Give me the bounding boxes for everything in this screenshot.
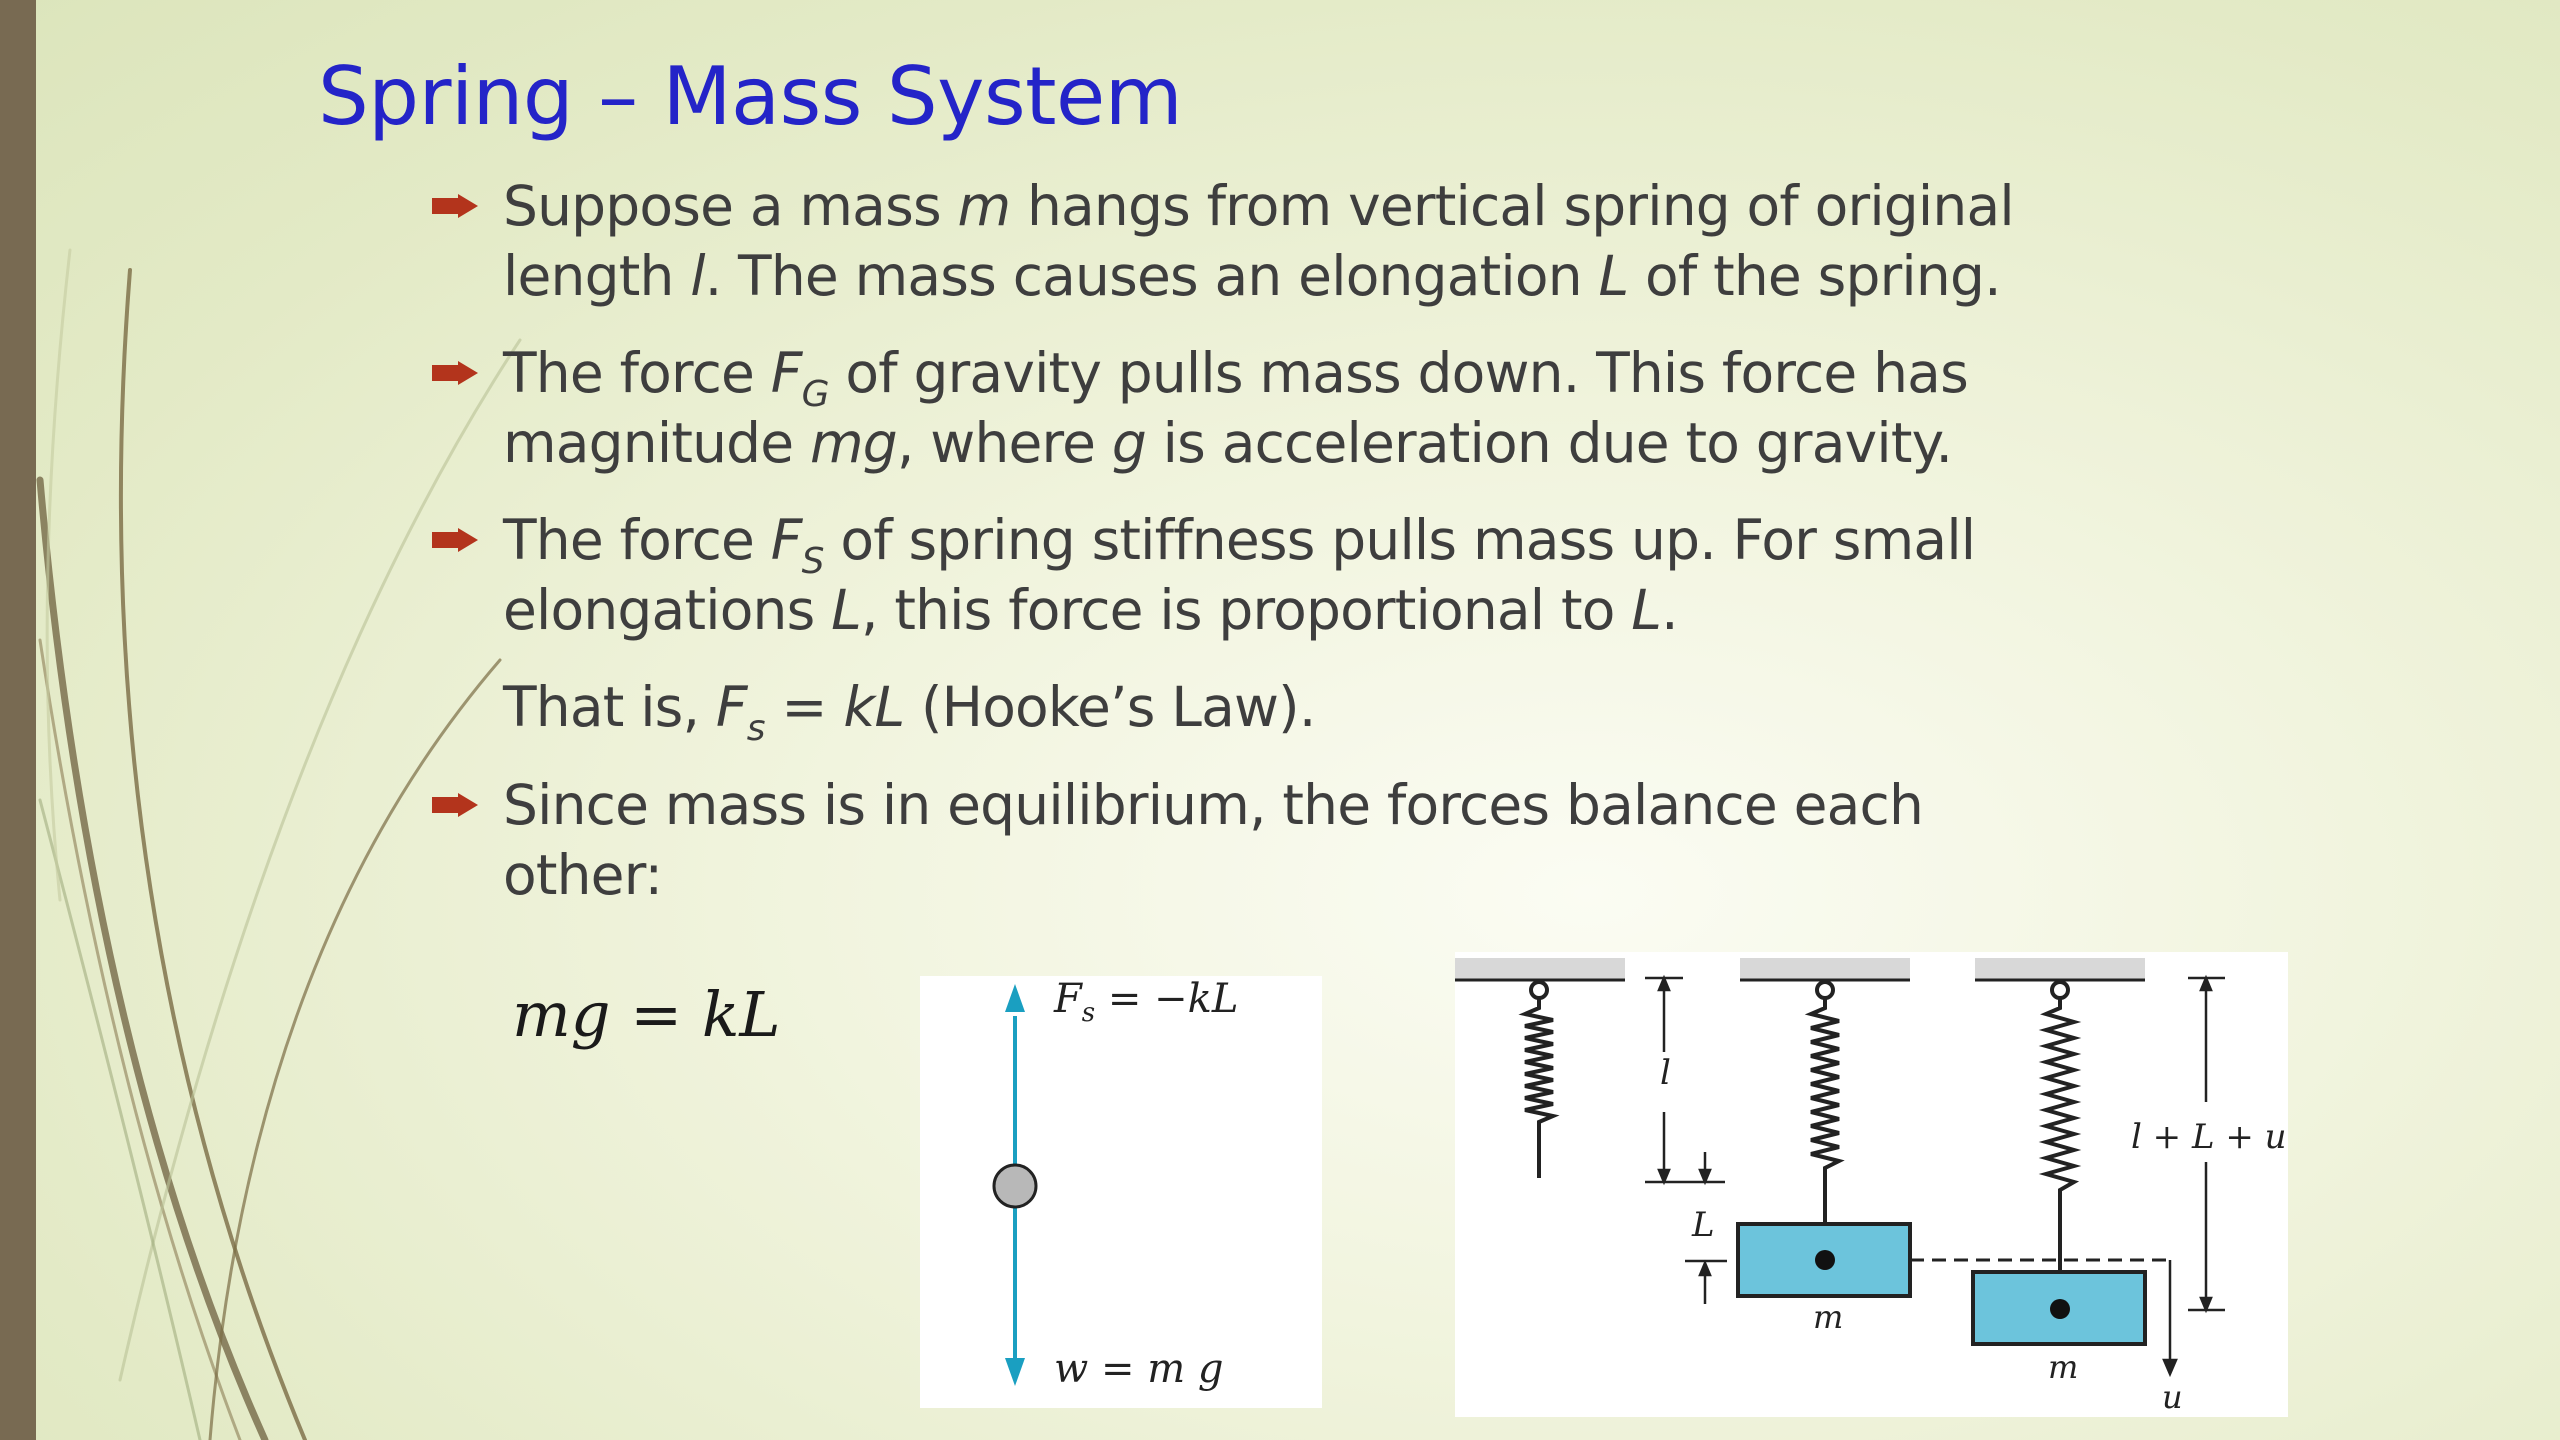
bullet-3-line-2: elongations L, this force is proportional to L. [503,578,1678,642]
bullet-1-line-2: length l. The mass causes an elongation L of the spring. [503,244,2001,308]
spring-force-label: $F_s = -kL$ [1054,976,1239,1028]
label-l: l [1660,1053,1671,1093]
spring-equilibrium [1811,982,1839,1257]
bullet-2-line-1: The force $F_G$ of gravity pulls mass down. This force has [503,341,1968,415]
upward-force-vector [1005,984,1025,1176]
bullet-arrow-icon [432,528,478,552]
bullet-3-line-1: The force $F_S$ of spring stiffness pulls mass up. For small [503,508,1976,582]
bullet-4-line-1: Since mass is in equilibrium, the forces balance each [503,773,1924,837]
free-body-diagram [920,976,1322,1408]
bullet-2-line-2: magnitude mg, where g is acceleration due to gravity. [503,411,1953,475]
length-dimension [1645,978,1727,1304]
slide-title: Spring – Mass System [318,50,1183,143]
label-u: u [2162,1378,2183,1416]
total-length-dimension [2164,978,2225,1374]
bullet-4-line-2: other: [503,843,663,907]
bullet-arrow-icon [432,361,478,385]
spring-unstretched [1525,982,1553,1178]
weight-label: w = m g [1054,1346,1224,1392]
label-m-equilibrium: m [1813,1298,1844,1336]
spring-mass-diagram [1455,952,2288,1417]
hookes-law-line: That is, $F_s$ = kL (Hooke’s Law). [503,675,1316,749]
label-total-length: l + L + u [2131,1117,2287,1157]
label-m-displaced: m [2048,1348,2079,1386]
bullet-1-line-1: Suppose a mass m hangs from vertical spring of original [503,174,2014,238]
equilibrium-equation: mg = kL [512,978,781,1051]
downward-force-vector [1005,1186,1025,1386]
bullet-arrow-icon [432,793,478,817]
bullet-arrow-icon [432,194,478,218]
ceiling-supports [1455,958,2145,980]
label-L: L [1692,1205,1715,1245]
mass-ball [994,1165,1036,1207]
